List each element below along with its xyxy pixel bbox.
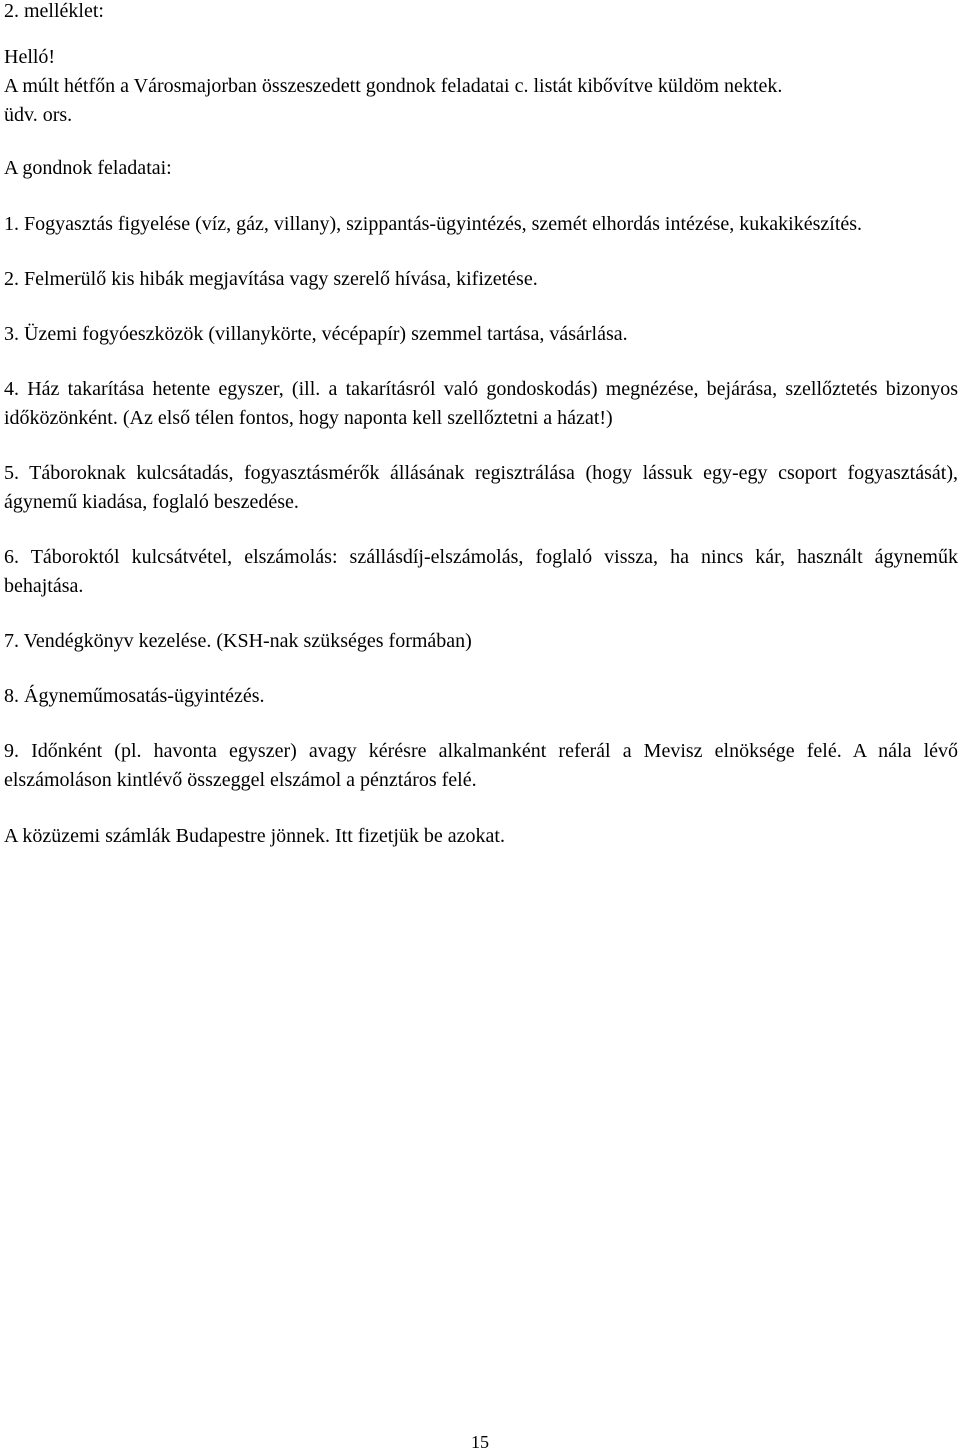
list-item: 8. Ágyneműmosatás-ügyintézés. xyxy=(4,685,265,707)
list-item: 4. Ház takarítása hetente egyszer, (ill. a takarításról való gondoskodás) megnézése, bejárása, szellőztetés bizonyos időközönként. (Az első télen fontos, hogy naponta kell szellőztetni a házat!) xyxy=(4,378,958,429)
page-number: 15 xyxy=(471,1432,489,1452)
list-item: 3. Üzemi fogyóeszközök (villanykörte, vécépapír) szemmel tartása, vásárlása. xyxy=(4,323,628,345)
intro-text: A múlt hétfőn a Városmajorban összeszedett gondnok feladatai c. listát kibővítve küldöm nektek. xyxy=(4,75,783,97)
list-title: A gondnok feladatai: xyxy=(4,157,172,179)
list-item: 7. Vendégkönyv kezelése. (KSH-nak szükséges formában) xyxy=(4,630,472,652)
list-item: 1. Fogyasztás figyelése (víz, gáz, villany), szippantás-ügyintézés, szemét elhordás intézése, kukakikészítés. xyxy=(4,213,863,235)
list-item: 6. Táboroktól kulcsátvétel, elszámolás: szállásdíj-elszámolás, foglaló vissza, ha nincs kár, használt ágyneműk behajtása. xyxy=(4,546,958,597)
greeting: Helló! xyxy=(4,46,56,68)
closing-note: A közüzemi számlák Budapestre jönnek. Itt fizetjük be azokat. xyxy=(4,825,505,847)
signoff: üdv. ors. xyxy=(4,104,73,126)
list-item: 2. Felmerülő kis hibák megjavítása vagy szerelő hívása, kifizetése. xyxy=(4,268,538,290)
document-page xyxy=(4,0,958,851)
annex-label: 2. melléklet: xyxy=(4,0,104,22)
task-list xyxy=(4,210,958,795)
list-item: 5. Táboroknak kulcsátadás, fogyasztásmérők állásának regisztrálása (hogy lássuk egy-egy csoport fogyasztását), ágynemű kiadása, foglaló beszedése. xyxy=(4,462,958,513)
list-item: 9. Időnként (pl. havonta egyszer) avagy kérésre alkalmanként referál a Mevisz elnöksége felé. A nála lévő elszámoláson kintlévő összeggel elszámol a pénztáros felé. xyxy=(4,740,958,791)
